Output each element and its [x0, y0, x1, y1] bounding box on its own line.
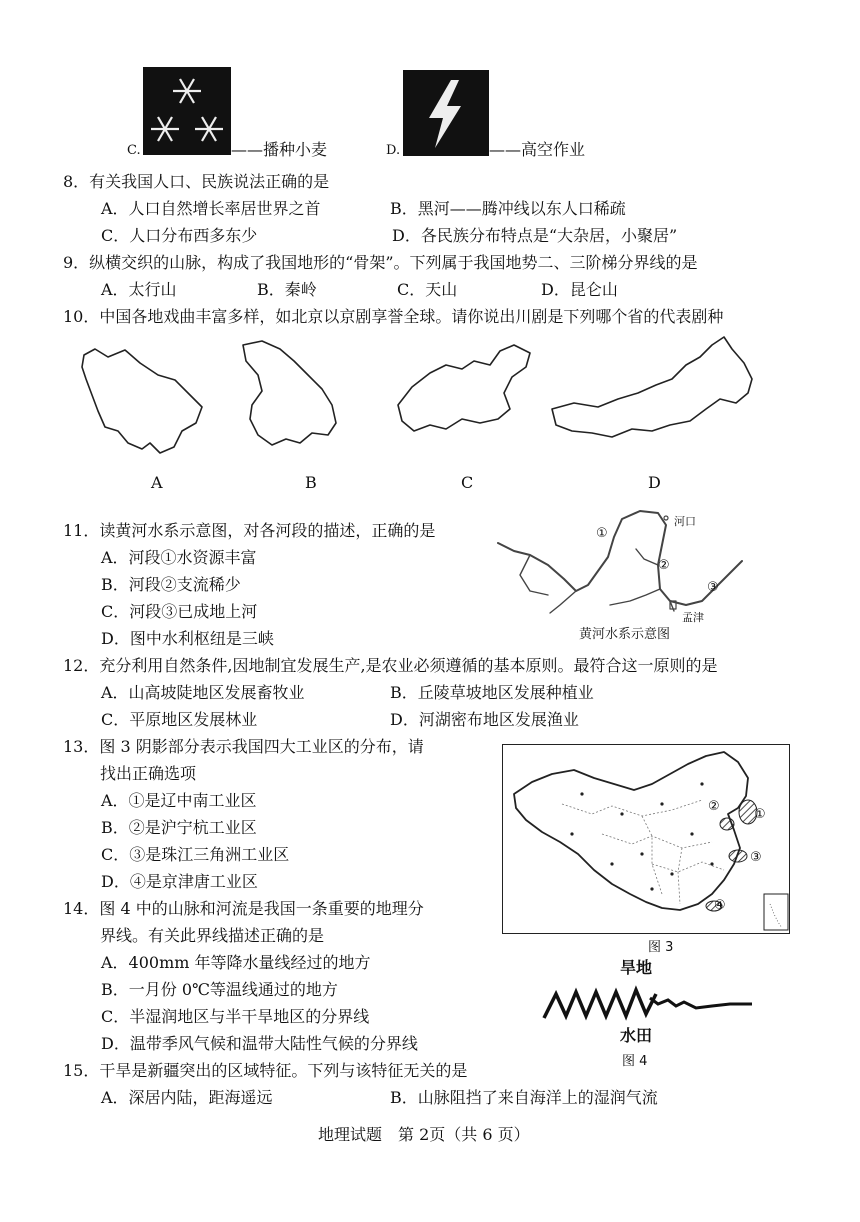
- map-caption: 黄河水系示意图: [579, 627, 671, 642]
- q9-option-d: D．昆仑山: [541, 280, 618, 299]
- figure-4-bottom-label: 水田: [620, 1026, 653, 1045]
- q12-option-b: B．丘陵草坡地区发展种植业: [390, 683, 594, 702]
- yellow-river-map: [490, 505, 770, 625]
- q13-option-c: C．③是珠江三角洲工业区: [101, 845, 290, 864]
- q13-stem-line2: 找出正确选项: [100, 764, 197, 783]
- q14-option-d: D．温带季风气候和温带大陆性气候的分界线: [101, 1034, 418, 1053]
- q13-option-a: A．①是辽中南工业区: [101, 791, 257, 810]
- q12-stem: 12．充分利用自然条件,因地制宜发展生产,是农业必须遵循的基本原则。最符合这一原则的是: [63, 656, 718, 675]
- figure-4-top-label: 旱地: [620, 958, 653, 977]
- q10-label-b: B: [305, 473, 317, 492]
- q8-option-c: C．人口分布西多东少: [101, 226, 258, 245]
- q8-option-a: A．人口自然增长率居世界之首: [101, 199, 321, 218]
- q13-stem-line1: 13．图 3 阴影部分表示我国四大工业区的分布，请: [63, 737, 424, 756]
- snowflake-icon: [143, 67, 231, 155]
- q15-stem: 15．干旱是新疆突出的区域特征。下列与该特征无关的是: [63, 1061, 468, 1080]
- snowflake-icon-box: [143, 67, 231, 155]
- q9-option-c: C．天山: [397, 280, 458, 299]
- q11-stem: 11．读黄河水系示意图，对各河段的描述，正确的是: [63, 521, 436, 540]
- q12-option-d: D．河湖密布地区发展渔业: [390, 710, 579, 729]
- q8-option-d: D．各民族分布特点是“大杂居，小聚居”: [392, 226, 678, 245]
- q8-stem: 8．有关我国人口、民族说法正确的是: [63, 172, 330, 191]
- q15-option-b: B．山脉阻挡了来自海洋上的湿润气流: [390, 1088, 658, 1107]
- fig3-label-3: ③: [750, 850, 762, 865]
- figure-3-caption: 图 3: [648, 940, 674, 955]
- map-label-2: ②: [658, 558, 670, 573]
- q10-stem: 10．中国各地戏曲丰富多样，如北京以京剧享誉全球。请你说出川剧是下列哪个省的代表剧种: [63, 307, 724, 326]
- q11-option-d: D．图中水利枢纽是三峡: [101, 629, 274, 648]
- fig3-label-2: ②: [708, 799, 720, 814]
- page-footer: 地理试题 第 2页（共 6 页）: [318, 1125, 530, 1144]
- q10-label-d: D: [648, 473, 661, 492]
- q9-stem: 9．纵横交织的山脉，构成了我国地形的“骨架”。下列属于我国地势二、三阶梯分界线的是: [63, 253, 698, 272]
- lightning-icon-box: [403, 70, 489, 156]
- q13-option-b: B．②是沪宁杭工业区: [101, 818, 257, 837]
- q14-option-c: C．半湿润地区与半干旱地区的分界线: [101, 1007, 370, 1026]
- map-label-mengjin: 孟津: [682, 611, 704, 624]
- q13-option-d: D．④是京津唐工业区: [101, 872, 258, 891]
- figure-4-caption: 图 4: [622, 1054, 648, 1069]
- q7-option-d-text: ——高空作业: [489, 140, 586, 159]
- province-outline-a: [82, 349, 202, 453]
- q14-stem-line1: 14．图 4 中的山脉和河流是我国一条重要的地理分: [63, 899, 424, 918]
- map-label-1: ①: [596, 526, 608, 541]
- q12-option-c: C．平原地区发展林业: [101, 710, 258, 729]
- q14-option-a: A．400mm 年等降水量线经过的地方: [101, 953, 371, 972]
- q11-option-c: C．河段③已成地上河: [101, 602, 258, 621]
- china-industrial-map: [502, 744, 790, 934]
- province-outlines: [0, 335, 860, 465]
- province-outline-b: [243, 341, 336, 445]
- q8-option-b: B．黑河——腾冲线以东人口稀疏: [390, 199, 626, 218]
- q10-label-a: A: [151, 473, 163, 492]
- province-outline-c: [398, 345, 530, 431]
- q14-stem-line2: 界线。有关此界线描述正确的是: [100, 926, 325, 945]
- lightning-icon: [403, 70, 489, 156]
- q9-option-b: B．秦岭: [257, 280, 317, 299]
- q10-label-c: C: [461, 473, 474, 492]
- q11-option-a: A．河段①水资源丰富: [101, 548, 257, 567]
- q11-option-b: B．河段②支流稀少: [101, 575, 241, 594]
- q7-option-c-prefix: C.: [127, 143, 141, 158]
- map-label-hekou: 河口: [674, 515, 696, 528]
- q9-option-a: A．太行山: [101, 280, 177, 299]
- map-label-3: ③: [707, 580, 719, 595]
- q7-option-d-prefix: D.: [386, 143, 401, 158]
- q7-option-c-text: ——播种小麦: [231, 140, 328, 159]
- q14-option-b: B．一月份 0℃等温线通过的地方: [101, 980, 338, 999]
- q15-option-a: A．深居内陆，距海遥远: [101, 1088, 273, 1107]
- fig3-label-1: ①: [754, 807, 766, 822]
- q12-option-a: A．山高坡陡地区发展畜牧业: [101, 683, 305, 702]
- fig3-label-4: ④: [714, 898, 726, 913]
- province-outline-d: [552, 337, 752, 437]
